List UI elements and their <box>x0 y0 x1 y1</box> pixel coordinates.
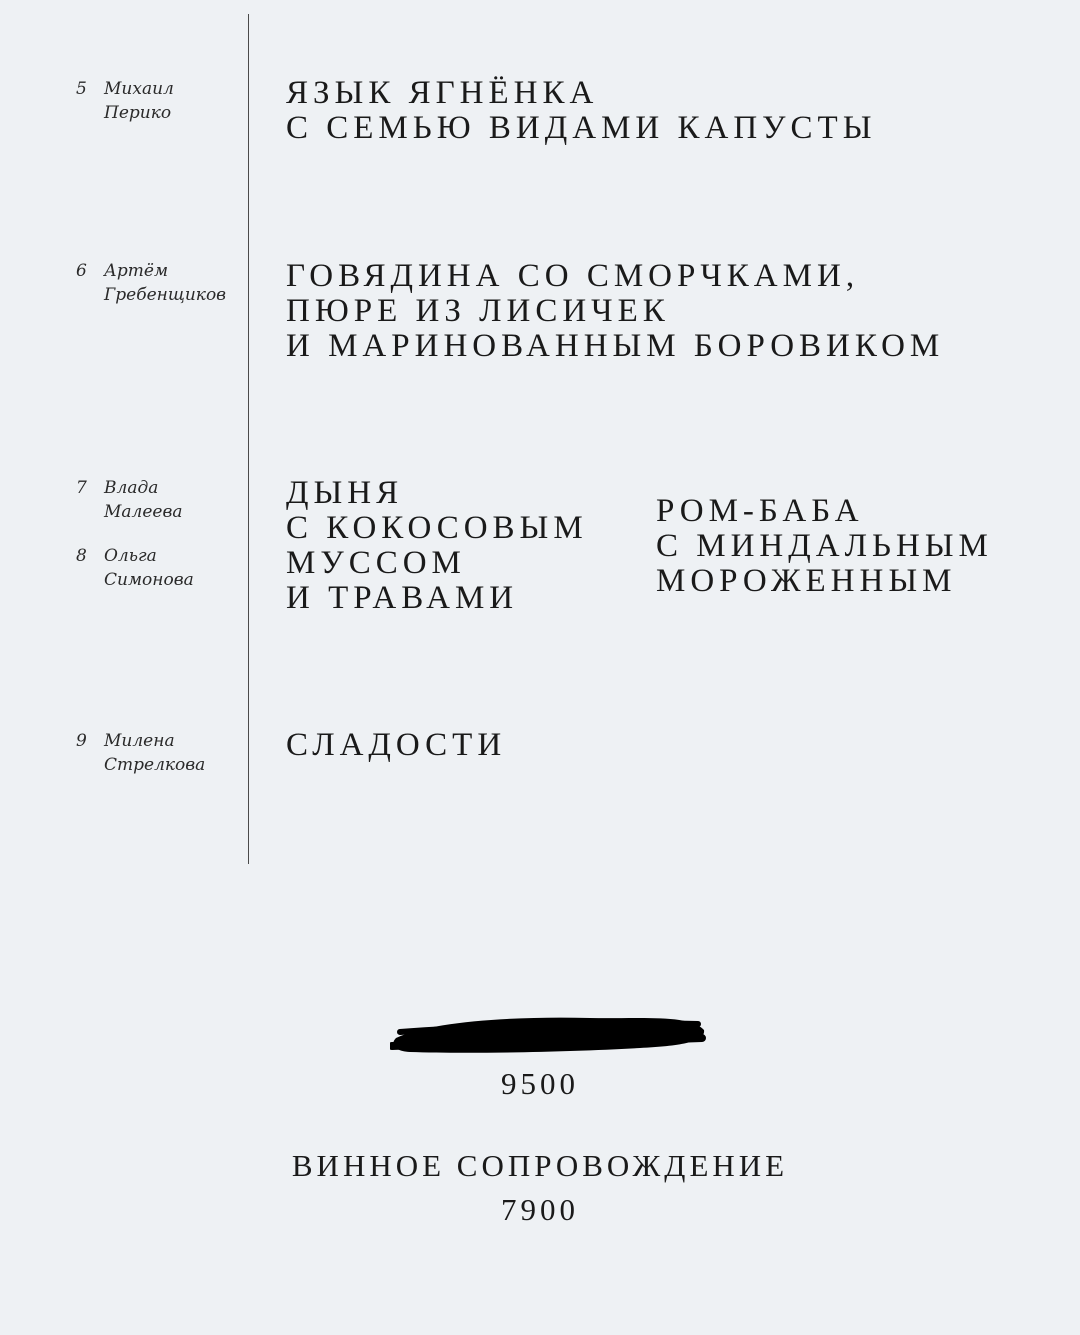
dish-title-7: ДЫНЯ С КОКОСОВЫМ МУССОМ И ТРАВАМИ <box>286 475 588 616</box>
chef-name: Влада Малеева <box>104 478 183 522</box>
wine-pairing-price: 7900 <box>501 1192 579 1227</box>
chef-name: Милена Стрелкова <box>104 731 206 775</box>
wine-pairing-label: ВИННОЕ СОПРОВОЖДЕНИЕ <box>291 1148 789 1183</box>
main-price: 9500 <box>501 1066 579 1101</box>
course-number: 7 <box>76 478 87 498</box>
course-number: 8 <box>76 546 87 566</box>
course-number: 5 <box>76 79 87 99</box>
chef-name: Михаил Перико <box>104 79 174 123</box>
vertical-divider <box>248 14 249 864</box>
dish-title-8: РОМ-БАБА С МИНДАЛЬНЫМ МОРОЖЕННЫМ <box>656 493 993 599</box>
course-number: 6 <box>76 261 87 281</box>
dish-title-6: ГОВЯДИНА СО СМОРЧКАМИ, ПЮРЕ ИЗ ЛИСИЧЕК И МАРИНОВАННЫМ БОРОВИКОМ <box>286 258 945 364</box>
course-number: 9 <box>76 731 87 751</box>
redaction-mark <box>390 1008 708 1058</box>
dish-title-5: ЯЗЫК ЯГНЁНКА С СЕМЬЮ ВИДАМИ КАПУСТЫ <box>286 75 877 146</box>
chef-name: Артём Гребенщиков <box>104 261 227 305</box>
dish-title-9: СЛАДОСТИ <box>286 727 507 763</box>
chef-name: Ольга Симонова <box>104 546 194 590</box>
